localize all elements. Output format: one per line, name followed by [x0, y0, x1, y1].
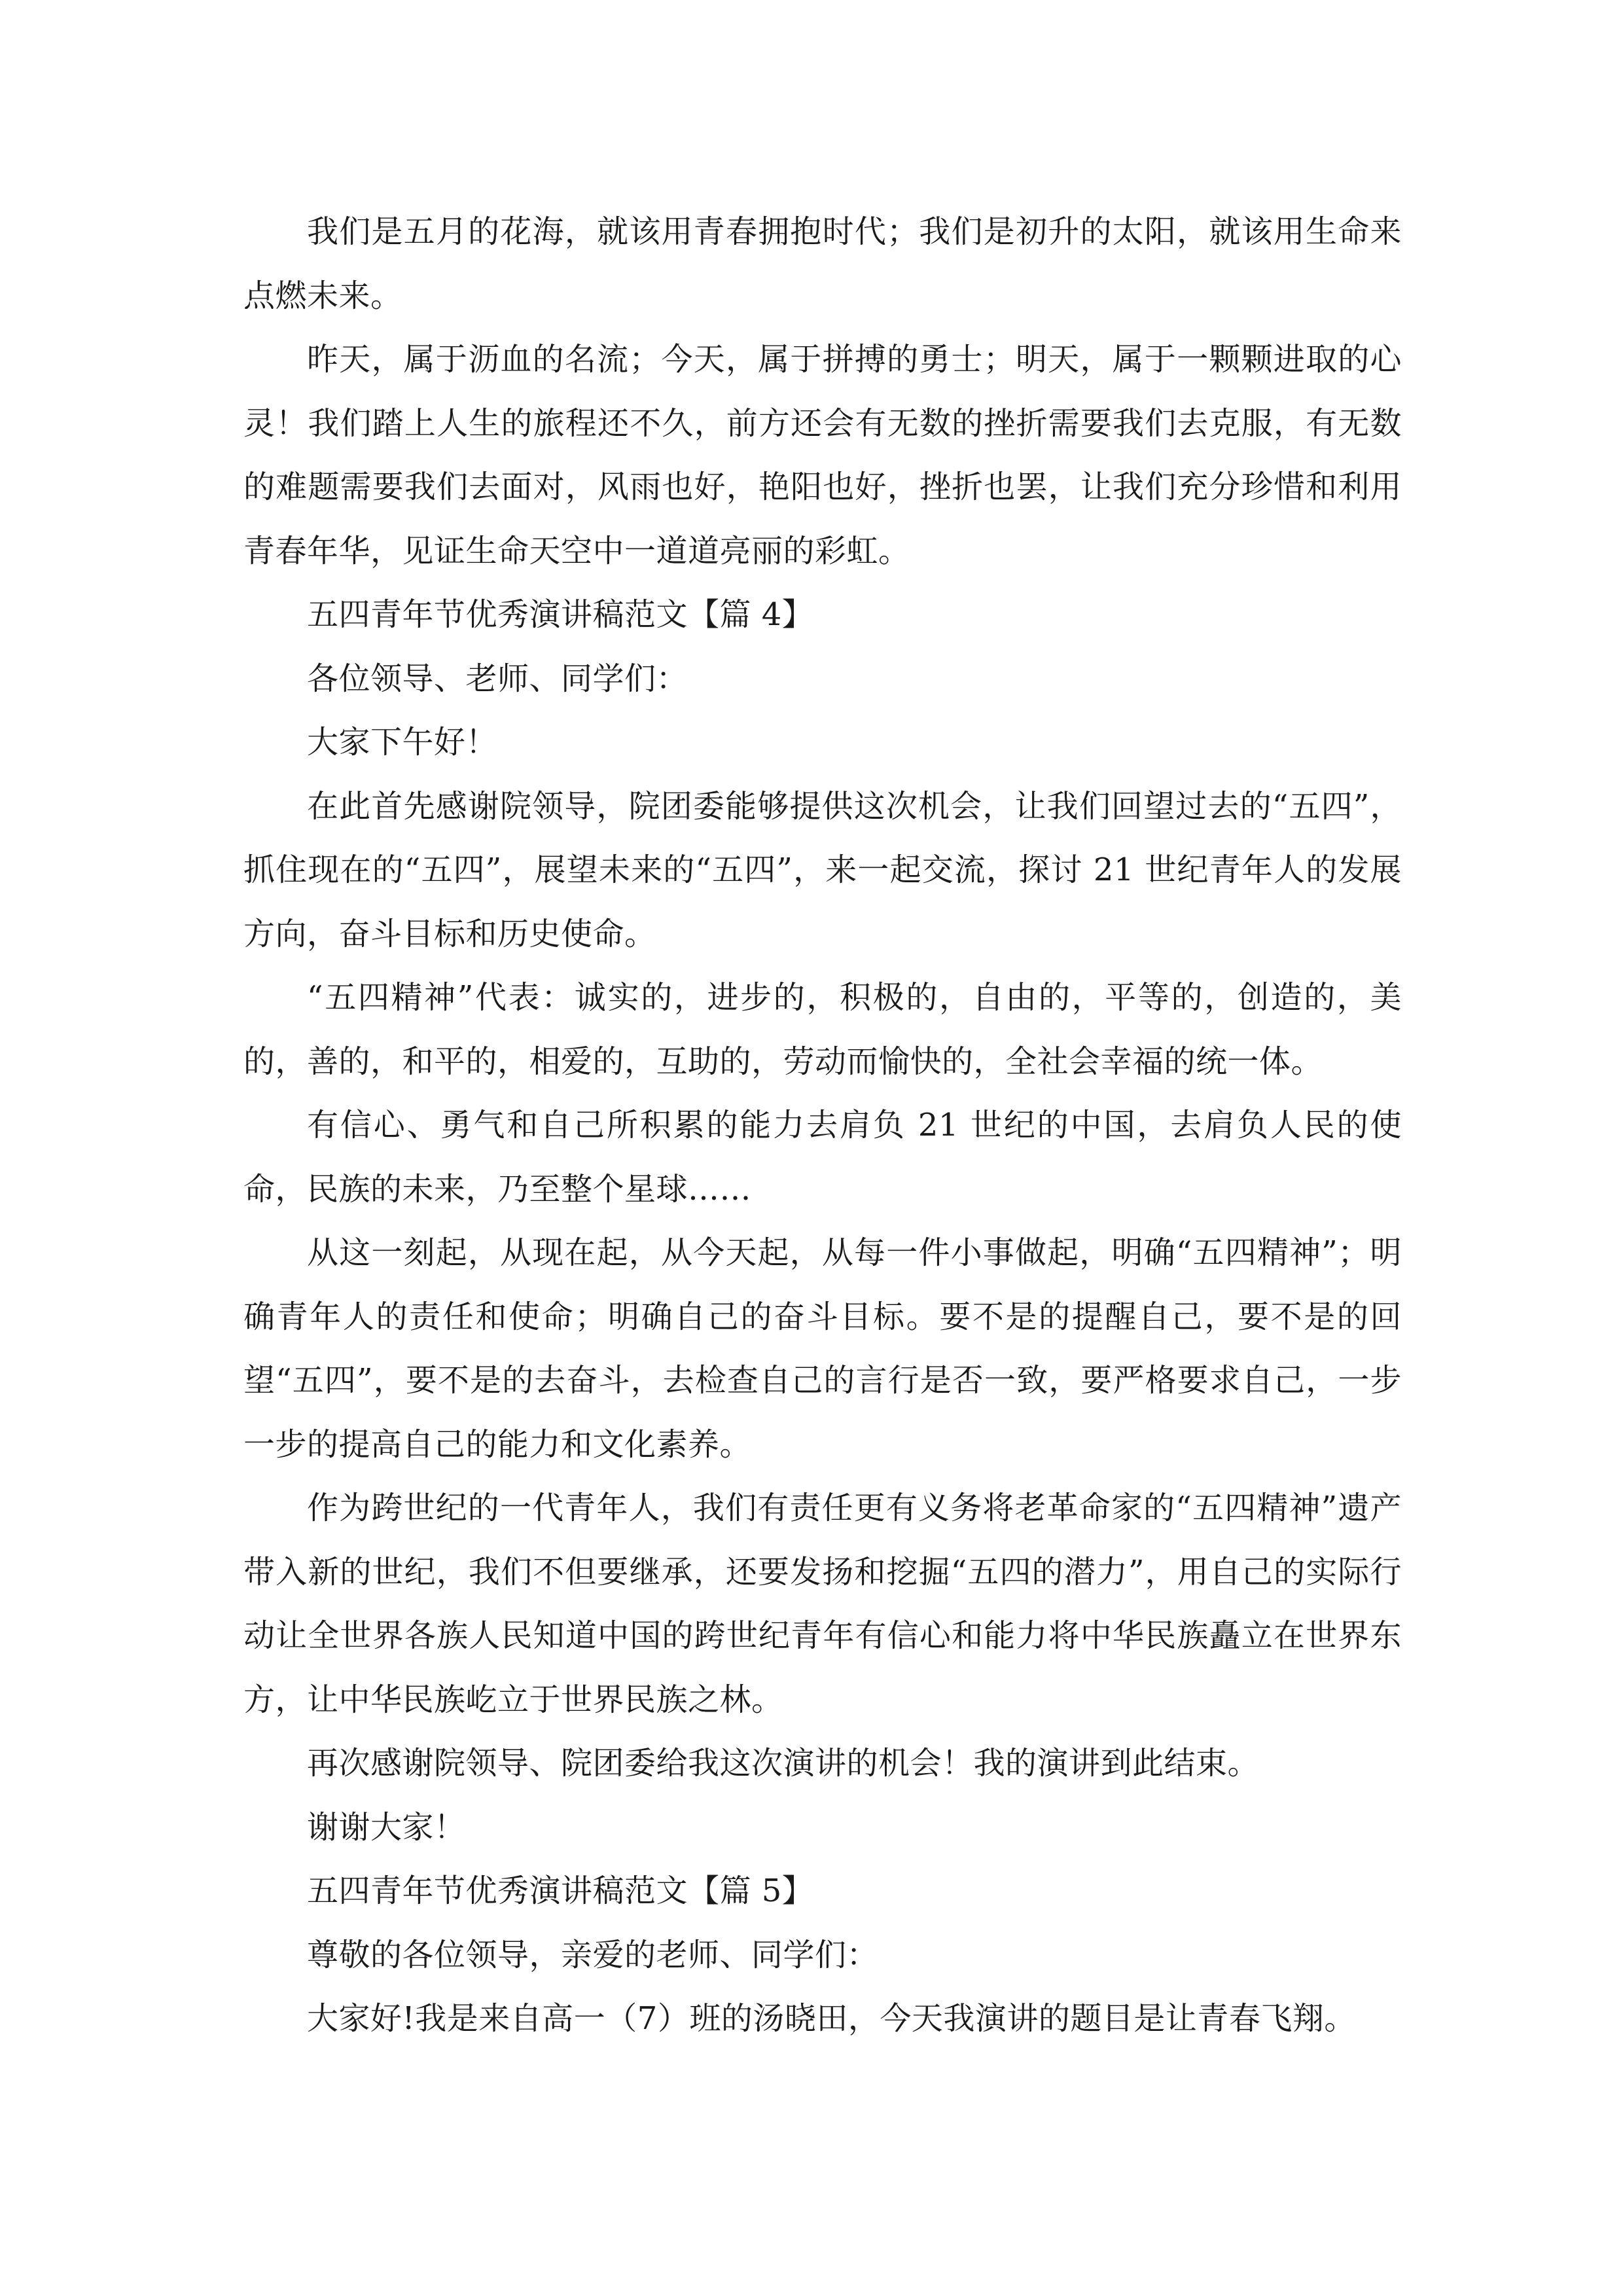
- section-heading-part-5: 五四青年节优秀演讲稿范文【篇 5】: [307, 1873, 814, 1909]
- closing-thank-you: 谢谢大家！: [307, 1808, 466, 1846]
- paragraph-speaker-intro: 大家好!我是来自高一（7）班的汤晓田，今天我演讲的题目是让青春飞翔。: [307, 2000, 1356, 2037]
- section-heading-part-4: 五四青年节优秀演讲稿范文【篇 4】: [307, 596, 814, 633]
- greeting-good-afternoon: 大家下午好！: [307, 724, 498, 761]
- paragraph-yesterday-today-tomorrow: 昨天，属于沥血的名流；今天，属于拼搏的勇士；明天，属于一颗颗进取的心灵！我们踏上人生的旅程还不久，前方还会有无数的挫折需要我们去克服，有无数的难题需要我们去面对，风雨也好，艳阳也好，挫折也罢，让我们充分珍惜和利用青春年华，见证生命天空中一道道亮丽的彩虹。: [243, 341, 1402, 569]
- paragraph-may-fourth-spirit: “五四精神”代表：诚实的，进步的，积极的，自由的，平等的，创造的，美的，善的，和平的，相爱的，互助的，劳动而愉快的，全社会幸福的统一体。: [243, 979, 1402, 1080]
- document-body: [243, 200, 1402, 2051]
- paragraph-cross-century-youth: 作为跨世纪的一代青年人，我们有责任更有义务将老革命家的“五四精神”遗产带入新的世纪，我们不但要继承，还要发扬和挖掘“五四的潜力”，用自己的实际行动让全世界各族人民知道中国的跨世纪青年有信心和能力将中华民族矗立在世界东方，让中华民族屹立于世界民族之林。: [243, 1490, 1402, 1718]
- paragraph-thanks-leaders: 在此首先感谢院领导，院团委能够提供这次机会，让我们回望过去的“五四”，抓住现在的“五四”，展望未来的“五四”，来一起交流，探讨 21 世纪青年人的发展方向，奋斗目标和历史使命。: [243, 787, 1402, 952]
- salutation-leaders-teachers: 各位领导、老师、同学们：: [307, 660, 688, 697]
- paragraph-confidence-courage: 有信心、勇气和自己所积累的能力去肩负 21 世纪的中国，去肩负人民的使命，民族的未来，乃至整个星球……: [243, 1107, 1402, 1208]
- salutation-respected-leaders: 尊敬的各位领导，亲爱的老师、同学们：: [307, 1936, 879, 1973]
- paragraph-thanks-again: 再次感谢院领导、院团委给我这次演讲的机会！我的演讲到此结束。: [307, 1745, 1260, 1782]
- paragraph-from-this-moment: 从这一刻起，从现在起，从今天起，从每一件小事做起，明确“五四精神”；明确青年人的责任和使命；明确自己的奋斗目标。要不是的提醒自己，要不是的回望“五四”，要不是的去奋斗，去检查自己的言行是否一致，要严格要求自己，一步一步的提高自己的能力和文化素养。: [243, 1234, 1402, 1463]
- paragraph-youth-flower-sea: 我们是五月的花海，就该用青春拥抱时代；我们是初升的太阳，就该用生命来点燃未来。: [243, 213, 1402, 314]
